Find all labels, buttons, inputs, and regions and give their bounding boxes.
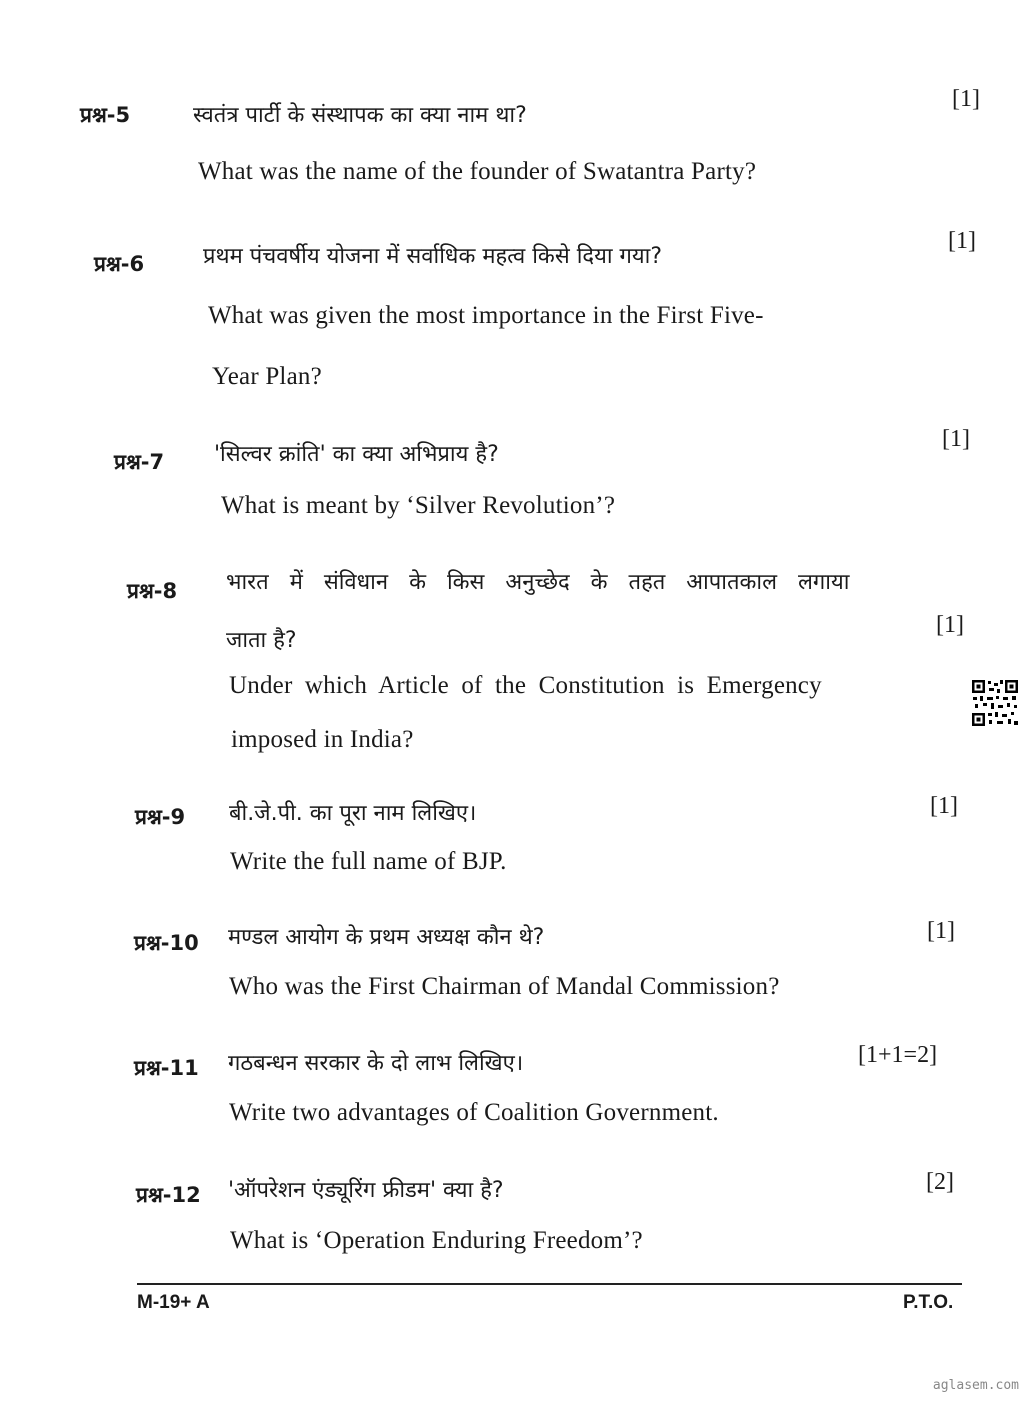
question-hindi: 'सिल्वर क्रांति' का क्या अभिप्राय है? [214, 442, 499, 467]
question-marks: [1] [927, 918, 955, 944]
question-marks: [1] [930, 793, 958, 819]
question-number: प्रश्न-10 [134, 931, 199, 955]
question-english: What is meant by ‘Silver Revolution’? [221, 492, 616, 519]
question-english: Year Plan? [212, 363, 322, 390]
question-hindi: स्वतंत्र पार्टी के संस्थापक का क्या नाम था? [193, 103, 527, 128]
question-english: Write two advantages of Coalition Government. [229, 1099, 719, 1126]
watermark: aglasem.com [932, 1378, 1019, 1393]
question-number: प्रश्न-12 [136, 1183, 201, 1207]
question-marks: [1] [948, 228, 976, 254]
footer-divider [137, 1283, 962, 1285]
question-hindi: बी.जे.पी. का पूरा नाम लिखिए। [229, 801, 477, 826]
question-number: प्रश्न-5 [80, 103, 131, 127]
question-hindi-cont: जाता है? [226, 628, 297, 653]
question-marks: [2] [926, 1169, 954, 1195]
question-marks: [1+1=2] [858, 1042, 938, 1068]
question-english: What was given the most importance in the First Five- [208, 302, 764, 329]
question-english: What is ‘Operation Enduring Freedom’? [230, 1227, 643, 1254]
question-english: What was the name of the founder of Swatantra Party? [198, 158, 757, 185]
question-number: प्रश्न-7 [114, 450, 165, 474]
question-english: Under which Article of the Constitution is Emergency [229, 672, 822, 699]
question-number: प्रश्न-9 [135, 805, 186, 829]
question-english: Who was the First Chairman of Mandal Commission? [229, 973, 780, 1000]
question-english: imposed in India? [231, 726, 414, 753]
question-marks: [1] [952, 86, 980, 112]
question-marks: [1] [936, 612, 964, 638]
question-marks: [1] [942, 426, 970, 452]
question-hindi: प्रथम पंचवर्षीय योजना में सर्वाधिक महत्व किसे दिया गया? [203, 244, 663, 269]
paper-code: M-19+ A [137, 1292, 210, 1313]
question-english: Write the full name of BJP. [230, 848, 507, 875]
question-number: प्रश्न-8 [127, 579, 178, 603]
question-hindi: गठबन्धन सरकार के दो लाभ लिखिए। [228, 1051, 524, 1076]
question-hindi: 'ऑपरेशन एंड्यूरिंग फ्रीडम' क्या है? [228, 1178, 504, 1203]
qr-code-icon [970, 678, 1020, 728]
question-number: प्रश्न-6 [94, 252, 145, 276]
question-number: प्रश्न-11 [134, 1056, 199, 1080]
question-hindi: भारत में संविधान के किस अनुच्छेद के तहत आपातकाल लगाया [226, 570, 850, 595]
pto-label: P.T.O. [903, 1292, 954, 1313]
question-hindi: मण्डल आयोग के प्रथम अध्यक्ष कौन थे? [228, 925, 545, 950]
